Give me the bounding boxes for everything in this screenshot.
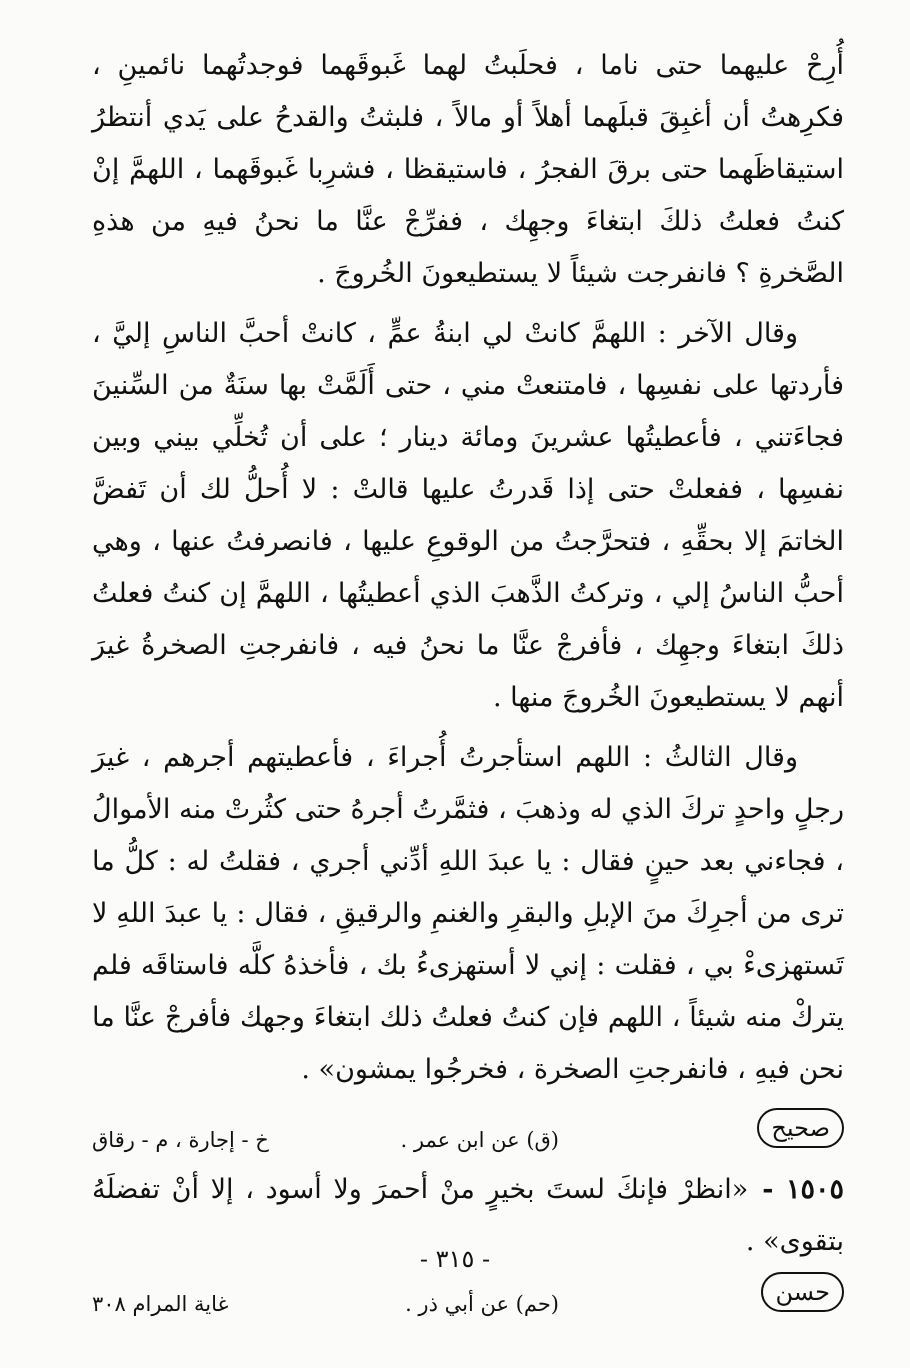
grade-badge: حسن [761, 1272, 844, 1312]
source-citation: غاية المرام ٣٠٨ [92, 1292, 229, 1316]
grade-badge: صحيح [757, 1108, 844, 1148]
source-citation: خ - إجارة ، م - رقاق [92, 1128, 269, 1152]
paragraph-continuation: أُرِحْ عليهما حتى ناما ، فحلَبتُ لهما غَبوقَهما فوجدتُهما نائمينِ ، فكرِهتُ أن أغبِقَ قبلَهما أهلاً أو مالاً ، فلبثتُ والقدحُ على يَدي أنتظرُ استيقاظَهما حتى برقَ الفجرُ ، فاستيقظا ، فشرِبا غَبوقَهما ، اللهمَّ إنْ كنتُ فعلتُ ذلكَ ابتغاءَ وجهِك ، ففرِّجْ عنَّا ما نحنُ فيهِ من هذهِ الصَّخرةِ ؟ فانفرجت شيئاً لا يستطيعونَ الخُروجَ . [92, 50, 844, 289]
source-attribution: (ق) عن ابن عمر . [400, 1128, 559, 1152]
paragraph-third-man: وقال الثالثُ : اللهم استأجرتُ أُجراءَ ، فأعطيتهم أجرهم ، غيرَ رجلٍ واحدٍ تركَ الذي له وذهبَ ، فثمَّرتُ أجرهُ حتى كثُرتْ منه الأموالُ ، فجاءني بعد حينٍ فقال : يا عبدَ اللهِ أدِّني أجري ، فقلتُ له : كلُّ ما ترى من أجرِكَ منَ الإبلِ والبقرِ والغنمِ والرقيقِ ، فقال : يا عبدَ اللهِ لا تَستهزىءْ بي ، فقلت : إني لا أستهزىءُ بك ، فأخذهُ كلَّه فاستاقَه فلم يتركْ منه شيئاً ، اللهم فإن كنتُ فعلتُ ذلك ابتغاءَ وجهك فأفرجْ عنَّا ما نحن فيهِ ، فانفرجتِ الصخرة ، فخرجُوا يمشون» . [92, 742, 844, 1085]
page-number: - ٣١٥ - [419, 1245, 491, 1273]
hadith-number: ١٥٠٥ - [762, 1174, 844, 1205]
source-attribution: (حم) عن أبي ذر . [405, 1292, 559, 1316]
reference-row-1 [92, 1104, 844, 1160]
text-column [92, 40, 844, 1328]
reference-row-2 [92, 1268, 844, 1324]
hadith-text: «انظرْ فإنكَ لستَ بخيرٍ منْ أحمرَ ولا أسود ، إلا أنْ تفضلَهُ بتقوى» . [92, 1174, 844, 1257]
paragraph-second-man: وقال الآخر : اللهمَّ كانتْ لي ابنةُ عمٍّ ، كانتْ أحبَّ الناسِ إليَّ ، فأردتها على نفسِها ، فامتنعتْ مني ، حتى أَلَمَّتْ بها سنَةٌ من السِّنينَ فجاءَتني ، فأعطيتُها عشرينَ ومائة دينار ؛ على أن تُخلِّي بيني وبين نفسِها ، ففعلتْ حتى إذا قَدرتُ عليها قالتْ : لا أُحلُّ لك أن تَفضَّ الخاتمَ إلا بحقِّهِ ، فتحرَّجتُ من الوقوعِ عليها ، فانصرفتُ عنها ، وهي أحبُّ الناسُ إلي ، وتركتُ الذَّهبَ الذي أعطيتُها ، اللهمَّ إن كنتُ فعلتُ ذلكَ ابتغاءَ وجهِك ، فأفرجْ عنَّا ما نحنُ فيه ، فانفرجتِ الصخرةُ غيرَ أنهم لا يستطيعونَ الخُروجَ منها . [92, 318, 844, 713]
